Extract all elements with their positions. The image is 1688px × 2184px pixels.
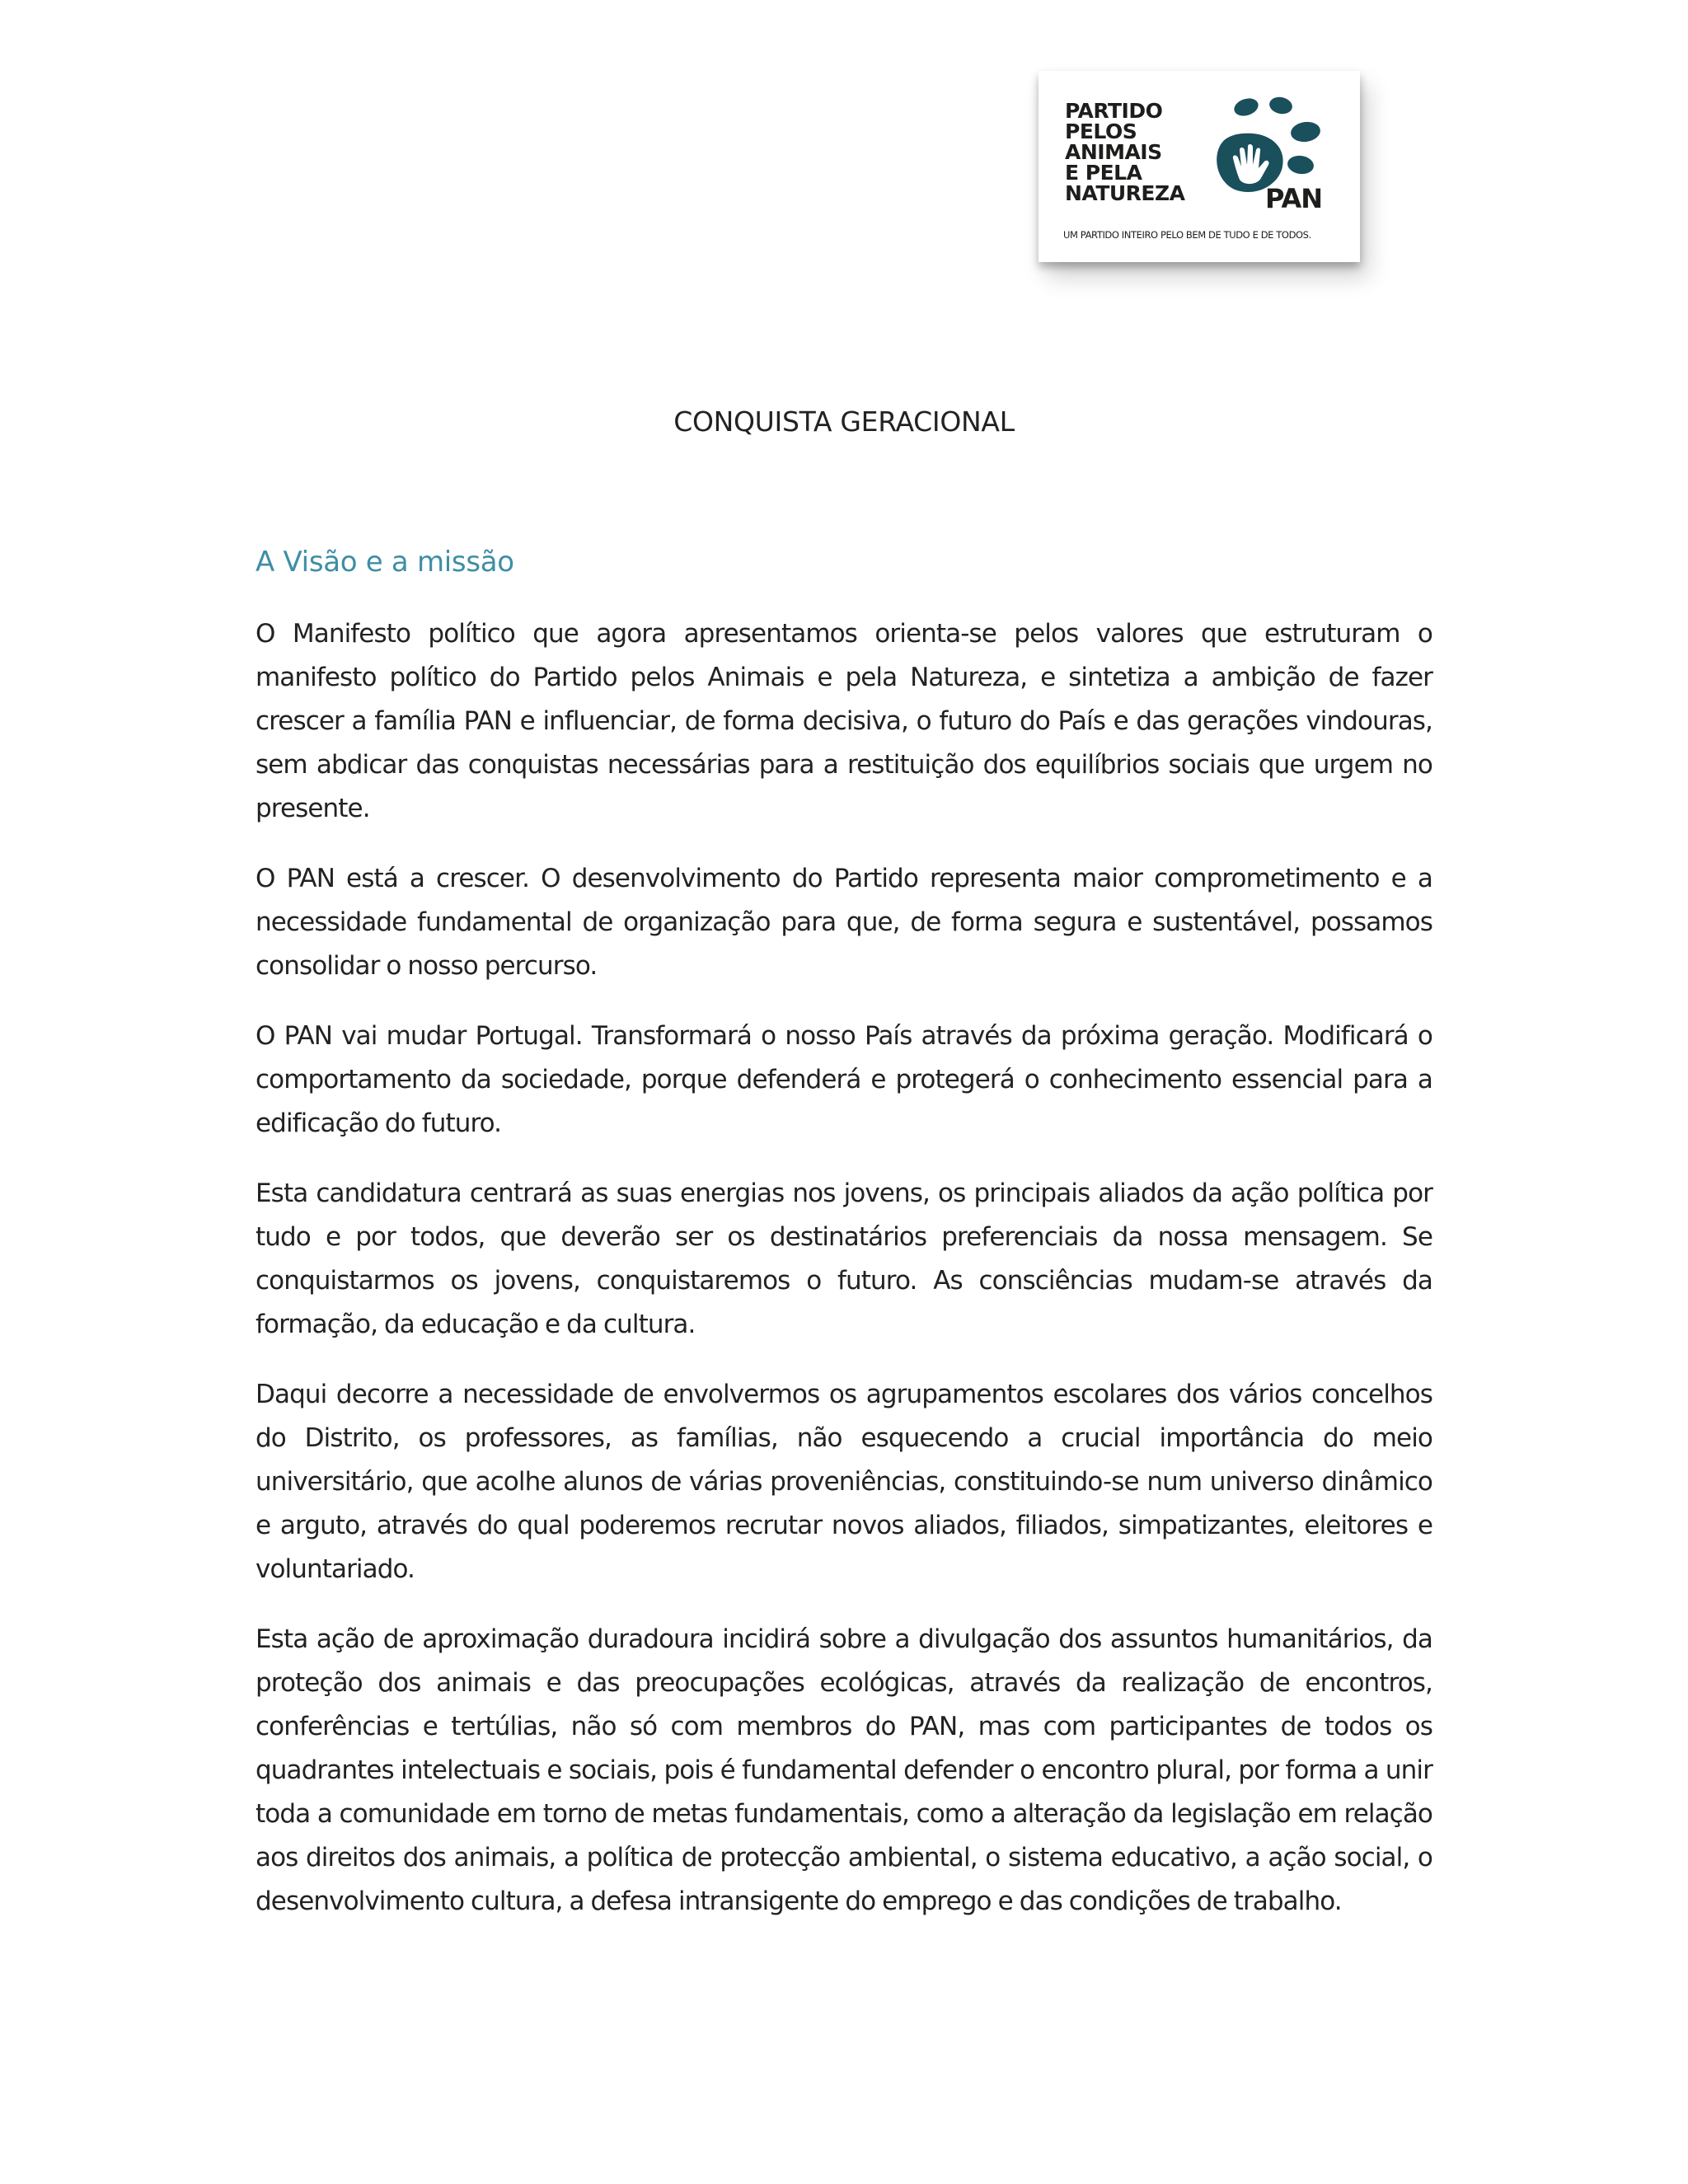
body-paragraph: O PAN vai mudar Portugal. Transformará o nosso País através da próxima geração. Modificará o comportamento da sociedade, porque defenderá e protegerá o conhecimento essencial para a edificação do futuro. <box>256 1021 1432 1138</box>
body-paragraph: Esta ação de aproximação duradoura incidirá sobre a divulgação dos assuntos humanitários, da proteção dos animais e das preocupações ecológicas, através da realização de encontros, conferências e tertúlias, não só com membros do PAN, mas com participantes de todos os quadrantes intelectuais e sociais, pois é fundamental defender o encontro plural, por forma a unir toda a comunidade em torno de metas fundamentais, como a alteração da legislação em relação aos direitos dos animais, a política de protecção ambiental, o sistema educativo, a ação social, o desenvolvimento cultura, a defesa intransigente do emprego e das condições de trabalho. <box>256 1624 1432 1916</box>
logo-abbreviation: PAN <box>1265 183 1323 214</box>
logo-name-line: NATUREZA <box>1065 181 1185 205</box>
logo-name-line: PELOS <box>1065 120 1137 143</box>
logo-tagline: UM PARTIDO INTEIRO PELO BEM DE TUDO E DE TODOS. <box>1063 229 1311 241</box>
logo-name-line: ANIMAIS <box>1065 140 1162 164</box>
logo-party-name <box>1065 101 1205 204</box>
document-title: CONQUISTA GERACIONAL <box>673 405 1015 438</box>
logo-name-line: E PELA <box>1065 161 1142 185</box>
body-paragraph: Esta candidatura centrará as suas energias nos jovens, os principais aliados da ação política por tudo e por todos, que deverão ser os destinatários preferenciais da nossa mensagem. Se conquistarmos os jovens, conquistaremos o futuro. As consciências mudam-se através da formação, da educação e da cultura. <box>256 1179 1432 1339</box>
body-paragraph: O Manifesto político que agora apresentamos orienta-se pelos valores que estruturam o manifesto político do Partido pelos Animais e pela Natureza, e sintetiza a ambição de fazer crescer a família PAN e influenciar, de forma decisiva, o futuro do País e das gerações vindouras, sem abdicar das conquistas necessárias para a restituição dos equilíbrios sociais que urgem no presente. <box>256 619 1432 823</box>
body-paragraph: Daqui decorre a necessidade de envolvermos os agrupamentos escolares dos vários concelhos do Distrito, os professores, as famílias, não esquecendo a crucial importância do meio universitário, que acolhe alunos de várias proveniências, constituindo-se num universo dinâmico e arguto, através do qual poderemos recrutar novos aliados, filiados, simpatizantes, eleitores e voluntariado. <box>256 1380 1432 1584</box>
document-body <box>256 612 1432 1950</box>
body-paragraph: O PAN está a crescer. O desenvolvimento do Partido representa maior comprometimento e a necessidade fundamental de organização para que, de forma segura e sustentável, possamos consolidar o nosso percurso. <box>256 864 1432 981</box>
logo-name-line: PARTIDO <box>1065 99 1163 123</box>
party-logo <box>1039 71 1360 262</box>
section-heading: A Visão e a missão <box>256 546 514 579</box>
